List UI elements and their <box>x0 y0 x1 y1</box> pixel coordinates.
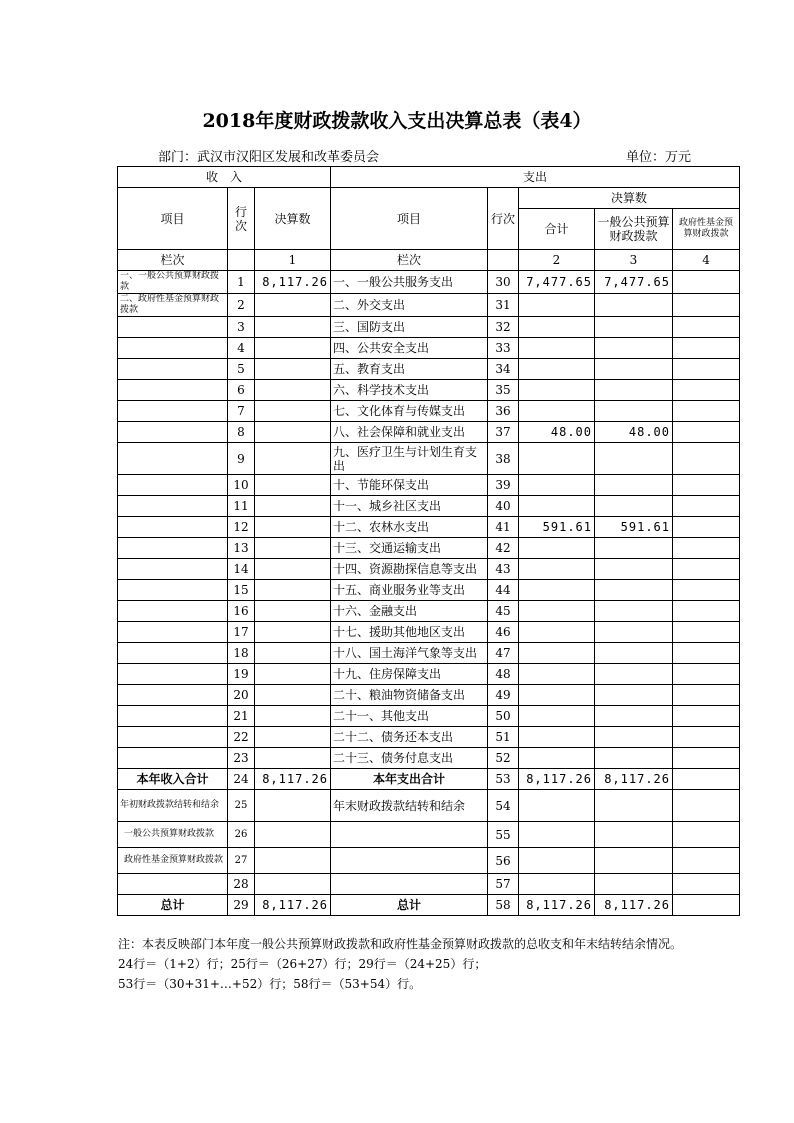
table-row <box>118 874 740 895</box>
income-row-no-cell: 25 <box>228 790 255 822</box>
expense-item-cell: 二十、粮油物资储备支出 <box>331 685 488 706</box>
table-row <box>118 580 740 601</box>
expense-total-cell <box>519 475 595 496</box>
expense-item-cell: 二十三、债务付息支出 <box>331 748 488 769</box>
income-row-no-cell: 19 <box>228 664 255 685</box>
expense-total-cell <box>519 380 595 401</box>
table-row <box>118 895 740 916</box>
notes <box>118 934 682 994</box>
expense-row-no-header: 行次 <box>488 188 519 250</box>
general-budget-cell <box>595 643 673 664</box>
income-row-no-cell: 29 <box>228 895 255 916</box>
income-amount-cell <box>255 601 331 622</box>
expense-total-cell: 48.00 <box>519 422 595 443</box>
gov-fund-cell <box>673 580 740 601</box>
expense-total-cell <box>519 580 595 601</box>
income-amount-cell <box>255 748 331 769</box>
income-item-cell <box>118 338 228 359</box>
income-amount-cell <box>255 559 331 580</box>
income-amount-header: 决算数 <box>255 188 331 250</box>
expense-row-no-cell: 47 <box>488 643 519 664</box>
income-item-cell <box>118 601 228 622</box>
general-budget-cell <box>595 874 673 895</box>
income-row-no-cell: 10 <box>228 475 255 496</box>
income-item-cell: 政府性基金预算财政拨款 <box>118 848 228 874</box>
general-budget-cell <box>595 664 673 685</box>
income-row-no-cell: 18 <box>228 643 255 664</box>
gov-fund-cell <box>673 822 740 848</box>
income-item-cell <box>118 559 228 580</box>
note-line: 注：本表反映部门本年度一般公共预算财政拨款和政府性基金预算财政拨款的总收支和年末结转结余情况。 <box>118 937 683 951</box>
income-amount-cell <box>255 874 331 895</box>
income-item-cell <box>118 685 228 706</box>
gov-fund-cell <box>673 769 740 790</box>
expense-total-cell <box>519 317 595 338</box>
expense-item-cell: 八、社会保障和就业支出 <box>331 422 488 443</box>
income-row-no-cell: 12 <box>228 517 255 538</box>
expense-item-cell: 总计 <box>331 895 488 916</box>
expense-row-no-cell: 49 <box>488 685 519 706</box>
expense-item-cell: 本年支出合计 <box>331 769 488 790</box>
income-item-cell <box>118 517 228 538</box>
gov-fund-cell <box>673 664 740 685</box>
expense-item-cell: 六、科学技术支出 <box>331 380 488 401</box>
expense-row-no-cell: 56 <box>488 848 519 874</box>
general-budget-header: 一般公共预算财政拨款 <box>595 209 673 250</box>
income-amount-cell <box>255 685 331 706</box>
expense-row-no-cell: 42 <box>488 538 519 559</box>
general-budget-cell <box>595 559 673 580</box>
gov-fund-cell <box>673 317 740 338</box>
table-row <box>118 538 740 559</box>
expense-total-cell <box>519 748 595 769</box>
general-budget-cell <box>595 822 673 848</box>
expense-total-cell <box>519 727 595 748</box>
expense-row-no-cell: 37 <box>488 422 519 443</box>
income-amount-cell <box>255 317 331 338</box>
general-budget-cell <box>595 294 673 317</box>
general-budget-cell <box>595 580 673 601</box>
income-item-cell: 本年收入合计 <box>118 769 228 790</box>
income-item-cell <box>118 727 228 748</box>
expense-row-no-cell: 41 <box>488 517 519 538</box>
income-amount-cell <box>255 443 331 475</box>
expense-item-header: 项目 <box>331 188 488 250</box>
table-row <box>118 706 740 727</box>
general-budget-cell <box>595 475 673 496</box>
expense-row-no-cell: 39 <box>488 475 519 496</box>
general-budget-cell <box>595 317 673 338</box>
general-budget-cell <box>595 601 673 622</box>
table-row <box>118 790 740 822</box>
expense-row-no-cell: 53 <box>488 769 519 790</box>
expense-item-cell <box>331 874 488 895</box>
table-row <box>118 685 740 706</box>
income-row-no-cell: 11 <box>228 496 255 517</box>
income-row-no-cell: 27 <box>228 848 255 874</box>
income-item-cell: 年初财政拨款结转和结余 <box>118 790 228 822</box>
gov-fund-cell <box>673 475 740 496</box>
expense-total-cell <box>519 601 595 622</box>
general-budget-cell <box>595 338 673 359</box>
expense-total-cell: 8,117.26 <box>519 769 595 790</box>
col-label-2: 栏次 <box>331 250 488 271</box>
income-row-no-cell: 9 <box>228 443 255 475</box>
income-amount-cell <box>255 727 331 748</box>
gov-fund-cell <box>673 517 740 538</box>
col-1-label: 1 <box>255 250 331 271</box>
income-item-cell: 一、一般公共预算财政拨款 <box>118 271 228 294</box>
general-budget-cell: 7,477.65 <box>595 271 673 294</box>
gov-fund-cell <box>673 359 740 380</box>
table-row <box>118 822 740 848</box>
income-header: 收 入 <box>118 167 331 188</box>
page-title: 2018年度财政拨款收入支出决算总表（表4） <box>202 110 592 132</box>
income-row-no-cell: 3 <box>228 317 255 338</box>
expense-row-no-cell: 31 <box>488 294 519 317</box>
expense-item-cell: 十五、商业服务业等支出 <box>331 580 488 601</box>
table-row <box>118 748 740 769</box>
gov-fund-cell <box>673 422 740 443</box>
income-amount-cell <box>255 294 331 317</box>
expense-total-cell <box>519 496 595 517</box>
expense-total-cell <box>519 359 595 380</box>
general-budget-cell <box>595 496 673 517</box>
general-budget-cell: 8,117.26 <box>595 769 673 790</box>
income-row-no-cell: 16 <box>228 601 255 622</box>
expense-row-no-cell: 50 <box>488 706 519 727</box>
expense-total-cell <box>519 848 595 874</box>
expense-header: 支出 <box>331 167 740 188</box>
general-budget-cell: 591.61 <box>595 517 673 538</box>
expense-total-cell <box>519 443 595 475</box>
expense-total-cell: 591.61 <box>519 517 595 538</box>
income-row-no-cell: 17 <box>228 622 255 643</box>
unit-label: 单位：万元 <box>626 150 692 165</box>
expense-item-cell: 七、文化体育与传媒支出 <box>331 401 488 422</box>
note-line: 24行＝（1+2）行；25行＝（26+27）行；29行＝（24+25）行； <box>118 957 487 971</box>
col-3-label: 3 <box>595 250 673 271</box>
income-item-cell <box>118 538 228 559</box>
expense-row-no-cell: 54 <box>488 790 519 822</box>
table-row <box>118 294 740 317</box>
income-amount-cell <box>255 380 331 401</box>
income-amount-cell <box>255 790 331 822</box>
gov-fund-cell <box>673 643 740 664</box>
gov-fund-cell <box>673 748 740 769</box>
expense-item-cell: 十九、住房保障支出 <box>331 664 488 685</box>
expense-total-cell <box>519 622 595 643</box>
expense-item-cell: 九、医疗卫生与计划生育支出 <box>331 443 488 475</box>
expense-total-cell <box>519 401 595 422</box>
income-item-cell: 二、政府性基金预算财政拨款 <box>118 294 228 317</box>
gov-fund-cell <box>673 727 740 748</box>
expense-item-cell: 四、公共安全支出 <box>331 338 488 359</box>
note-line: 53行＝（30+31+…+52）行；58行＝（53+54）行。 <box>118 977 422 991</box>
income-item-cell <box>118 443 228 475</box>
income-amount-cell <box>255 706 331 727</box>
expense-row-no-cell: 55 <box>488 822 519 848</box>
income-row-no-cell: 15 <box>228 580 255 601</box>
income-amount-cell <box>255 848 331 874</box>
expense-item-cell: 二、外交支出 <box>331 294 488 317</box>
col-2-label: 2 <box>519 250 595 271</box>
expense-total-cell <box>519 790 595 822</box>
expense-row-no-cell: 48 <box>488 664 519 685</box>
income-item-cell <box>118 401 228 422</box>
general-budget-cell <box>595 443 673 475</box>
budget-table <box>117 166 740 916</box>
gov-fund-cell <box>673 706 740 727</box>
expense-row-no-cell: 57 <box>488 874 519 895</box>
table-row <box>118 380 740 401</box>
income-item-header: 项目 <box>118 188 228 250</box>
income-row-no-cell: 2 <box>228 294 255 317</box>
col-label: 栏次 <box>118 250 228 271</box>
expense-item-cell: 十四、资源勘探信息等支出 <box>331 559 488 580</box>
gov-fund-cell <box>673 601 740 622</box>
table-row <box>118 664 740 685</box>
income-item-cell <box>118 748 228 769</box>
expense-item-cell <box>331 822 488 848</box>
income-amount-cell <box>255 643 331 664</box>
expense-item-cell: 三、国防支出 <box>331 317 488 338</box>
expense-item-cell: 十、节能环保支出 <box>331 475 488 496</box>
gov-fund-cell <box>673 895 740 916</box>
income-row-no-cell: 24 <box>228 769 255 790</box>
income-row-no-header: 行次 <box>228 188 255 250</box>
income-amount-cell <box>255 338 331 359</box>
income-row-no-cell: 4 <box>228 338 255 359</box>
expense-row-no-cell: 46 <box>488 622 519 643</box>
expense-item-cell: 年末财政拨款结转和结余 <box>331 790 488 822</box>
income-amount-cell <box>255 517 331 538</box>
general-budget-cell <box>595 848 673 874</box>
income-item-cell <box>118 664 228 685</box>
expense-item-cell: 十八、国土海洋气象等支出 <box>331 643 488 664</box>
income-row-no-cell: 13 <box>228 538 255 559</box>
income-item-cell <box>118 643 228 664</box>
general-budget-cell <box>595 790 673 822</box>
expense-row-no-cell: 44 <box>488 580 519 601</box>
expense-item-cell <box>331 848 488 874</box>
expense-item-cell: 五、教育支出 <box>331 359 488 380</box>
income-item-cell <box>118 475 228 496</box>
income-row-no-cell: 21 <box>228 706 255 727</box>
table-row <box>118 475 740 496</box>
income-row-no-cell: 20 <box>228 685 255 706</box>
expense-total-cell <box>519 338 595 359</box>
table-row <box>118 317 740 338</box>
income-item-cell <box>118 580 228 601</box>
income-amount-cell <box>255 401 331 422</box>
gov-fund-cell <box>673 790 740 822</box>
general-budget-cell: 48.00 <box>595 422 673 443</box>
table-row <box>118 422 740 443</box>
table-row <box>118 559 740 580</box>
general-budget-cell: 8,117.26 <box>595 895 673 916</box>
income-amount-cell <box>255 538 331 559</box>
expense-item-cell: 二十二、债务还本支出 <box>331 727 488 748</box>
expense-item-cell: 十二、农林水支出 <box>331 517 488 538</box>
income-item-cell <box>118 359 228 380</box>
general-budget-cell <box>595 401 673 422</box>
table-row <box>118 622 740 643</box>
total-header: 合计 <box>519 209 595 250</box>
income-amount-cell <box>255 822 331 848</box>
income-item-cell <box>118 706 228 727</box>
gov-fund-cell <box>673 848 740 874</box>
general-budget-cell <box>595 748 673 769</box>
expense-total-cell <box>519 559 595 580</box>
general-budget-cell <box>595 727 673 748</box>
income-amount-cell <box>255 422 331 443</box>
income-amount-cell <box>255 580 331 601</box>
general-budget-cell <box>595 380 673 401</box>
income-row-no-cell: 22 <box>228 727 255 748</box>
income-item-cell <box>118 380 228 401</box>
final-group-header: 决算数 <box>519 188 740 209</box>
gov-fund-cell <box>673 559 740 580</box>
table-row <box>118 727 740 748</box>
gov-fund-cell <box>673 496 740 517</box>
expense-item-cell: 一、一般公共服务支出 <box>331 271 488 294</box>
department-label: 部门：武汉市汉阳区发展和改革委员会 <box>158 150 380 165</box>
income-row-no-cell: 1 <box>228 271 255 294</box>
income-item-cell <box>118 317 228 338</box>
income-item-cell <box>118 496 228 517</box>
income-row-no-cell: 8 <box>228 422 255 443</box>
income-amount-cell: 8,117.26 <box>255 271 331 294</box>
expense-item-cell: 十三、交通运输支出 <box>331 538 488 559</box>
expense-row-no-cell: 40 <box>488 496 519 517</box>
general-budget-cell <box>595 359 673 380</box>
expense-row-no-cell: 34 <box>488 359 519 380</box>
expense-row-no-cell: 30 <box>488 271 519 294</box>
income-item-cell: 总计 <box>118 895 228 916</box>
gov-fund-cell <box>673 380 740 401</box>
income-item-cell <box>118 874 228 895</box>
income-row-no-cell: 6 <box>228 380 255 401</box>
expense-row-no-cell: 52 <box>488 748 519 769</box>
income-item-cell <box>118 622 228 643</box>
expense-total-cell <box>519 822 595 848</box>
expense-item-cell: 二十一、其他支出 <box>331 706 488 727</box>
general-budget-cell <box>595 685 673 706</box>
expense-item-cell: 十六、金融支出 <box>331 601 488 622</box>
general-budget-cell <box>595 706 673 727</box>
table-row <box>118 338 740 359</box>
expense-row-no-cell: 35 <box>488 380 519 401</box>
income-row-no-cell: 14 <box>228 559 255 580</box>
income-row-no-cell: 5 <box>228 359 255 380</box>
gov-fund-cell <box>673 443 740 475</box>
expense-item-cell: 十一、城乡社区支出 <box>331 496 488 517</box>
table-row <box>118 601 740 622</box>
expense-row-no-cell: 45 <box>488 601 519 622</box>
gov-fund-cell <box>673 271 740 294</box>
gov-fund-cell <box>673 874 740 895</box>
table-row <box>118 271 740 294</box>
expense-total-cell <box>519 706 595 727</box>
gov-fund-header: 政府性基金预算财政拨款 <box>673 209 740 250</box>
income-amount-cell <box>255 359 331 380</box>
col-4-label: 4 <box>673 250 740 271</box>
table-body <box>118 271 740 916</box>
income-amount-cell: 8,117.26 <box>255 895 331 916</box>
income-amount-cell <box>255 496 331 517</box>
general-budget-cell <box>595 622 673 643</box>
table-row <box>118 769 740 790</box>
income-amount-cell <box>255 664 331 685</box>
table-row <box>118 401 740 422</box>
expense-item-cell: 十七、援助其他地区支出 <box>331 622 488 643</box>
income-row-no-cell: 28 <box>228 874 255 895</box>
income-row-no-cell: 26 <box>228 822 255 848</box>
expense-row-no-cell: 51 <box>488 727 519 748</box>
income-item-cell: 一般公共预算财政拨款 <box>118 822 228 848</box>
income-row-no-cell: 7 <box>228 401 255 422</box>
table-row <box>118 643 740 664</box>
gov-fund-cell <box>673 622 740 643</box>
income-item-cell <box>118 422 228 443</box>
gov-fund-cell <box>673 338 740 359</box>
table-row <box>118 517 740 538</box>
expense-total-cell <box>519 874 595 895</box>
expense-row-no-cell: 36 <box>488 401 519 422</box>
expense-total-cell: 7,477.65 <box>519 271 595 294</box>
expense-row-no-cell: 32 <box>488 317 519 338</box>
expense-total-cell <box>519 685 595 706</box>
table-row <box>118 443 740 475</box>
expense-row-no-cell: 38 <box>488 443 519 475</box>
gov-fund-cell <box>673 401 740 422</box>
income-amount-cell <box>255 622 331 643</box>
table-row <box>118 496 740 517</box>
income-amount-cell <box>255 475 331 496</box>
expense-row-no-cell: 43 <box>488 559 519 580</box>
general-budget-cell <box>595 538 673 559</box>
expense-total-cell <box>519 643 595 664</box>
expense-total-cell <box>519 664 595 685</box>
expense-row-no-cell: 58 <box>488 895 519 916</box>
expense-total-cell <box>519 294 595 317</box>
gov-fund-cell <box>673 538 740 559</box>
gov-fund-cell <box>673 294 740 317</box>
gov-fund-cell <box>673 685 740 706</box>
table-row <box>118 359 740 380</box>
expense-row-no-cell: 33 <box>488 338 519 359</box>
income-row-no-cell: 23 <box>228 748 255 769</box>
expense-total-cell: 8,117.26 <box>519 895 595 916</box>
table-row <box>118 848 740 874</box>
expense-total-cell <box>519 538 595 559</box>
income-amount-cell: 8,117.26 <box>255 769 331 790</box>
